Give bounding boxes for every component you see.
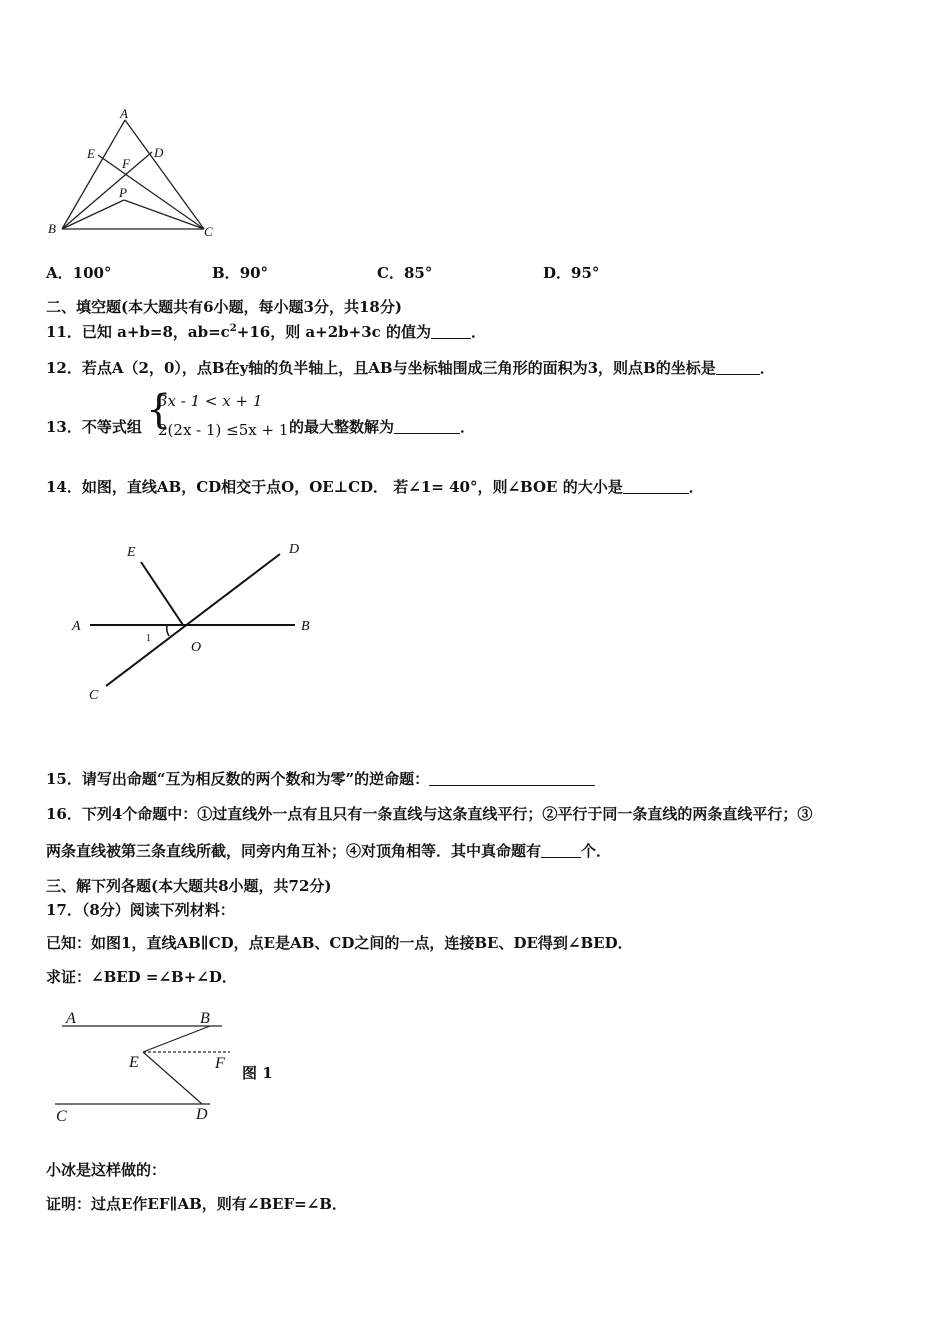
question-11: 11．已知 a+b=8，$ab=c^2+16$，则 a+2b+3c 的值为 ． xyxy=(46,323,487,341)
question-15: 15．请写出命题“互为相反数的两个数和为零”的逆命题： xyxy=(46,768,595,789)
label-b: B xyxy=(200,1010,210,1027)
answer-blank[interactable] xyxy=(623,479,689,494)
inequality-2: 2(2x - 1) ≤5x + 1 xyxy=(158,421,289,439)
choice-d: D．95° xyxy=(543,264,600,282)
system-brace: { xyxy=(146,387,172,433)
label-angle-1: 1 xyxy=(146,633,151,644)
proof-line: 证明：过点E作EF∥AB，则有∠BEF=∠B． xyxy=(46,1195,347,1213)
label-f: F xyxy=(215,1055,225,1072)
answer-blank[interactable] xyxy=(431,324,471,339)
label-f: F xyxy=(122,156,130,171)
label-e: E xyxy=(129,1054,139,1071)
intersecting-lines-figure xyxy=(60,535,340,705)
parallel-lines-figure xyxy=(50,1005,240,1130)
triangle-figure xyxy=(44,105,224,240)
question-17-prove: 求证：∠BED =∠B+∠D． xyxy=(46,968,237,986)
label-a: A xyxy=(72,619,81,634)
label-e: E xyxy=(87,146,95,161)
figure-caption: 图 1 xyxy=(242,1064,273,1082)
answer-blank[interactable] xyxy=(541,843,581,858)
section-3-heading: 三、解下列各题(本大题共8小题，共72分) xyxy=(46,877,332,895)
label-e: E xyxy=(127,545,136,560)
answer-blank[interactable] xyxy=(716,360,760,375)
label-c: C xyxy=(89,688,99,703)
question-17-given: 已知：如图1，直线AB∥CD，点E是AB、CD之间的一点，连接BE、DE得到∠BED． xyxy=(46,934,633,952)
answer-blank[interactable] xyxy=(394,419,460,434)
label-o: O xyxy=(191,640,202,655)
label-b: B xyxy=(301,619,310,634)
label-b: B xyxy=(48,221,56,236)
question-16-line-2: 两条直线被第三条直线所截，同旁内角互补；④对顶角相等．其中真命题有 个． xyxy=(46,842,612,860)
label-d: D xyxy=(154,145,164,160)
solution-intro: 小冰是这样做的： xyxy=(46,1161,167,1179)
answer-blank[interactable] xyxy=(429,771,595,786)
choice-c: C．85° xyxy=(377,264,433,282)
question-16-line-1: 16．下列4个命题中：①过直线外一点有且只有一条直线与这条直线平行；②平行于同一条直线的两条直线平行；③ xyxy=(46,805,813,823)
question-14: 14．如图，直线AB，CD相交于点O，OE⊥CD． 若∠1= 40°，则∠BOE 的大小是 ． xyxy=(46,478,704,496)
label-p: P xyxy=(119,185,127,200)
label-d: D xyxy=(196,1106,208,1123)
question-12: 12．若点A（2，0），点B在y轴的负半轴上，且AB与坐标轴围成三角形的面积为3，则点B的坐标是 ． xyxy=(46,359,775,377)
choice-a: A．100° xyxy=(46,264,112,282)
question-13-tail: 的最大整数解为 ． xyxy=(289,418,476,436)
label-a: A xyxy=(66,1010,76,1027)
question-17-heading: 17．（8分）阅读下列材料： xyxy=(46,901,235,919)
label-c: C xyxy=(56,1108,67,1125)
label-a: A xyxy=(120,106,128,121)
label-d: D xyxy=(289,542,300,557)
inequality-1: 3x - 1 < x + 1 xyxy=(158,392,263,410)
question-13-label: 13．不等式组 xyxy=(46,418,142,436)
label-c: C xyxy=(204,224,213,239)
choice-b: B．90° xyxy=(212,264,269,282)
section-2-heading: 二、填空题(本大题共有6小题，每小题3分，共18分) xyxy=(46,298,402,316)
